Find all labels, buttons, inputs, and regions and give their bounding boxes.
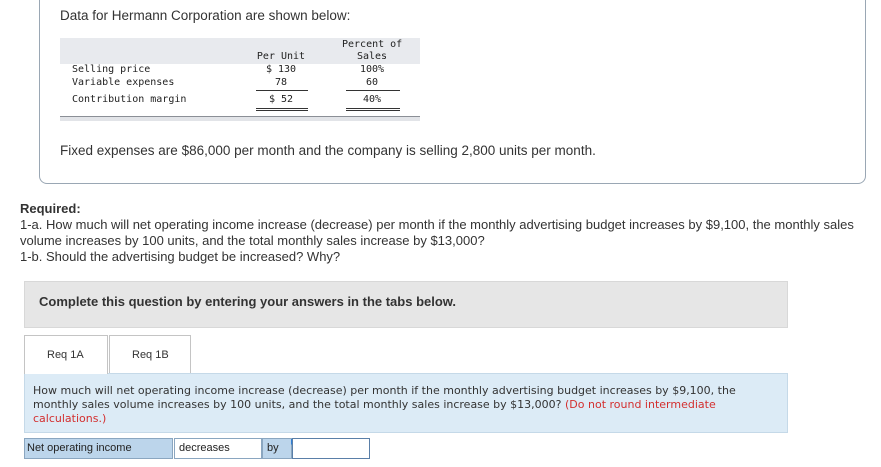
header-percent-line1: Percent of (342, 39, 403, 50)
data-card (39, 0, 866, 184)
required-section (20, 201, 860, 265)
required-title: Required: (20, 201, 81, 216)
total-rule-percent (346, 108, 400, 111)
instructions-text: Complete this question by entering your answers in the tabs below. (39, 294, 457, 309)
required-1b: 1-b. Should the advertising budget be increased? Why? (20, 249, 341, 264)
tab-req-1b[interactable] (109, 335, 191, 374)
row-label-contribution-margin: Contribution margin (72, 94, 187, 105)
intro-text: Data for Hermann Corporation are shown below: (60, 8, 351, 23)
table-footer-bar (60, 116, 420, 121)
answer-by-text: by (267, 442, 279, 454)
tab-req-1b-label: Req 1B (132, 349, 169, 361)
subtotal-rule-unit (256, 90, 308, 91)
cell-variable-expenses-percent: 60 (365, 77, 379, 88)
cell-contribution-margin-unit: $ 52 (268, 94, 294, 105)
cell-selling-price-percent: 100% (359, 64, 385, 75)
tab-req-1a-label: Req 1A (47, 349, 84, 361)
cell-variable-expenses-unit: 78 (274, 77, 288, 88)
fixed-expenses-text: Fixed expenses are $86,000 per month and the company is selling 2,800 units per month. (60, 143, 596, 158)
header-percent-line2: Sales (356, 51, 388, 62)
increase-decrease-select[interactable]: decreases (174, 438, 262, 459)
cell-selling-price-unit: $ 130 (265, 64, 297, 75)
question-text (33, 384, 773, 426)
row-label-variable-expenses: Variable expenses (72, 77, 175, 88)
data-table (60, 38, 420, 120)
question-panel (24, 373, 788, 433)
cell-contribution-margin-percent: 40% (362, 94, 382, 105)
required-1a: 1-a. How much will net operating income increase (decrease) per month if the monthly advertising budget increases by $9,100, the monthly sales volume increases by 100 units, and the total monthly sales increase by $13,000? (20, 217, 854, 248)
question-body: How much will net operating income increase (decrease) per month if the monthly advertising budget increases by $9,100, the monthly sales volume increases by 100 units, and the total monthly sales increase by $13,000? (33, 384, 736, 411)
header-per-unit: Per Unit (256, 51, 306, 62)
total-rule-unit (256, 108, 308, 111)
answer-label: Net operating income (24, 438, 173, 459)
subtotal-rule-percent (346, 90, 400, 91)
row-label-selling-price: Selling price (72, 64, 151, 75)
answer-by-label (262, 438, 292, 459)
net-operating-income-input[interactable] (292, 438, 370, 459)
question-note: (Do not round intermediate calculations.) (33, 398, 716, 425)
tab-req-1a[interactable] (24, 335, 108, 374)
instructions-bar (24, 281, 788, 328)
